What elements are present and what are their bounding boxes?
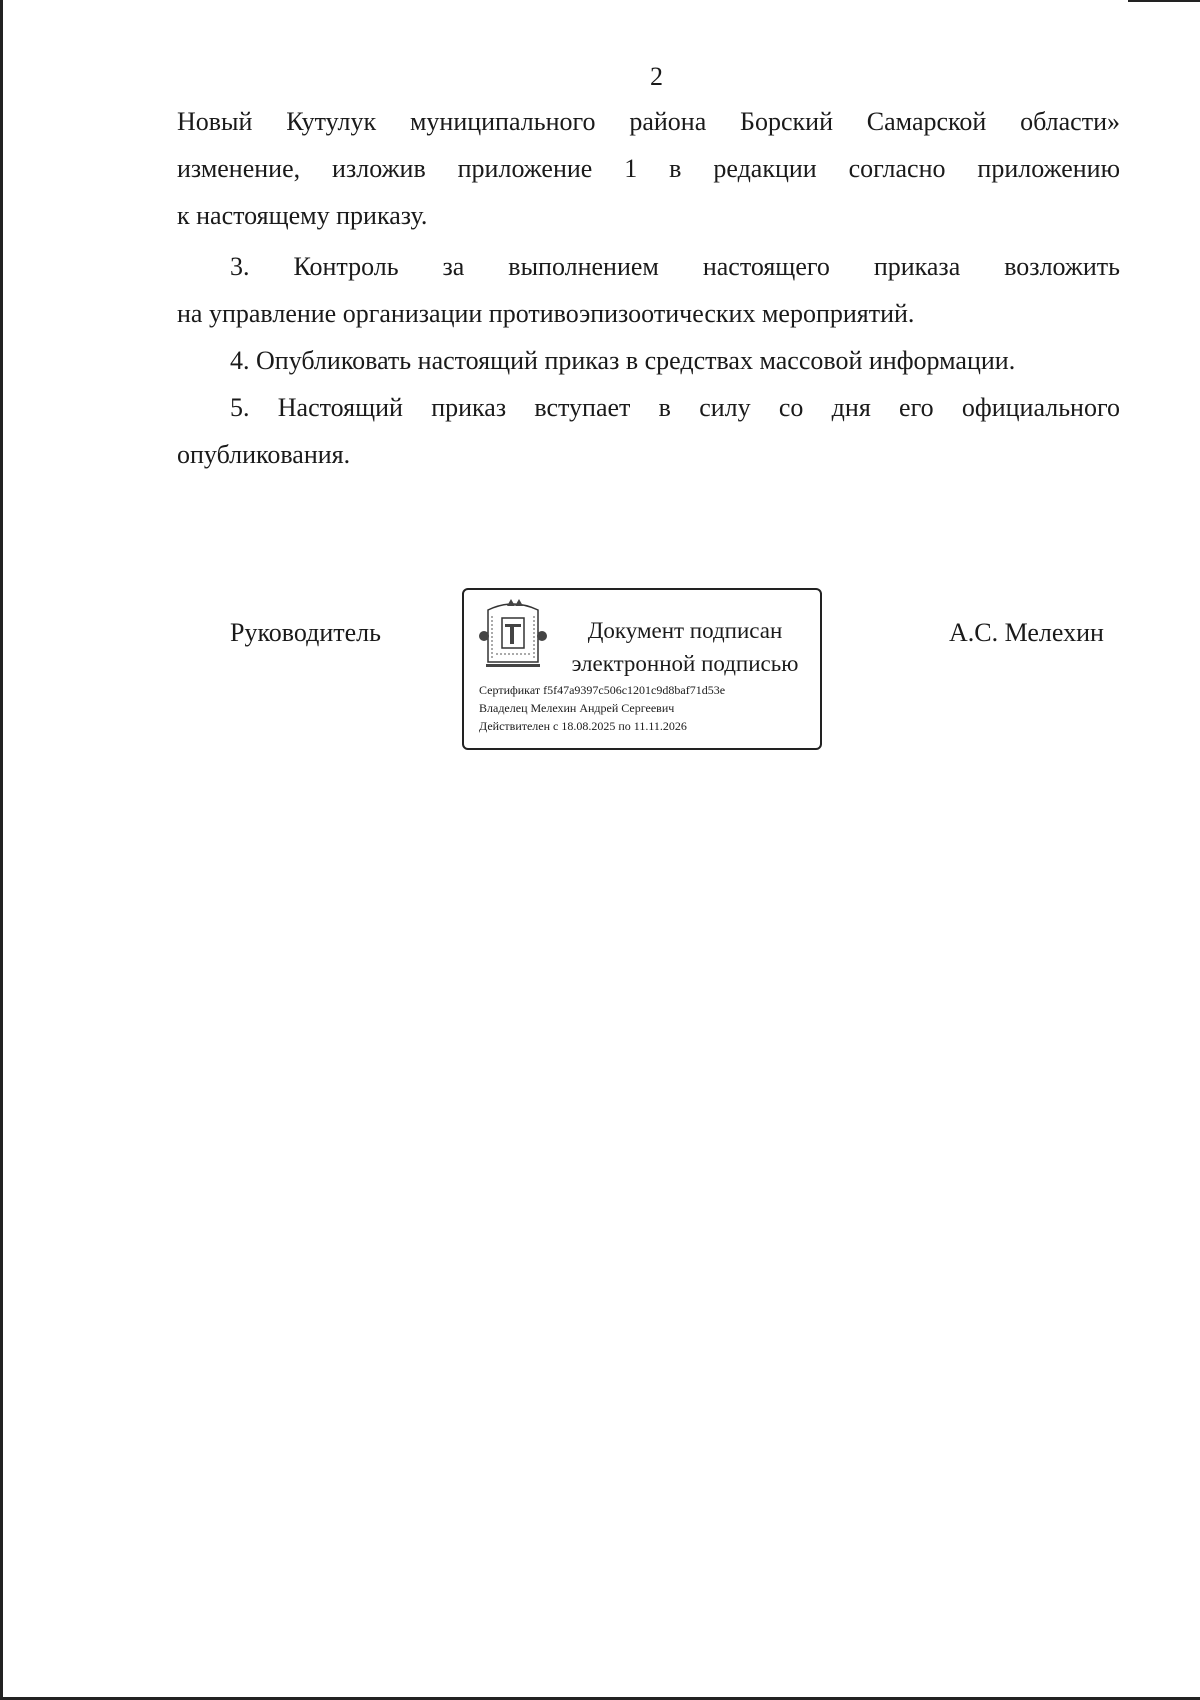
paragraph-2-line-1: Новый Кутулук муниципального района Борский Самарской области» (177, 107, 1120, 136)
paragraph-5-line-2: опубликования. (177, 440, 351, 469)
stamp-details (479, 681, 725, 735)
stamp-title-line-1: Документ подписан (587, 618, 783, 643)
scan-edge-left (0, 0, 3, 1700)
paragraph-2-line-3: к настоящему приказу. (177, 201, 428, 230)
stamp-title-line-2: электронной подписью (571, 651, 799, 676)
page-number: 2 (650, 62, 663, 91)
paragraph-2-line-2: изменение, изложив приложение 1 в редакции согласно приложению (177, 154, 1120, 183)
signatory-role: Руководитель (230, 618, 381, 647)
electronic-signature-stamp (462, 588, 822, 750)
stamp-title (554, 614, 816, 680)
paragraph-3-line-2: на управление организации противоэпизоотических мероприятий. (177, 299, 915, 328)
scan-edge-top (1128, 0, 1200, 2)
document-body (177, 98, 1120, 478)
paragraph-3-line-1: 3. Контроль за выполнением настоящего приказа возложить (230, 252, 1120, 281)
samara-coat-of-arms-icon (478, 596, 548, 672)
signatory-name: А.С. Мелехин (949, 618, 1104, 647)
stamp-certificate: Сертификат f5f47a9397c506c1201c9d8baf71d53e (479, 683, 726, 697)
paragraph-5-line-1: 5. Настоящий приказ вступает в силу со дня его официального (230, 393, 1120, 422)
stamp-validity: Действителен с 18.08.2025 по 11.11.2026 (479, 719, 687, 733)
stamp-owner: Владелец Мелехин Андрей Сергеевич (479, 701, 675, 715)
paragraph-4-line-1: 4. Опубликовать настоящий приказ в средствах массовой информации. (230, 346, 1016, 375)
